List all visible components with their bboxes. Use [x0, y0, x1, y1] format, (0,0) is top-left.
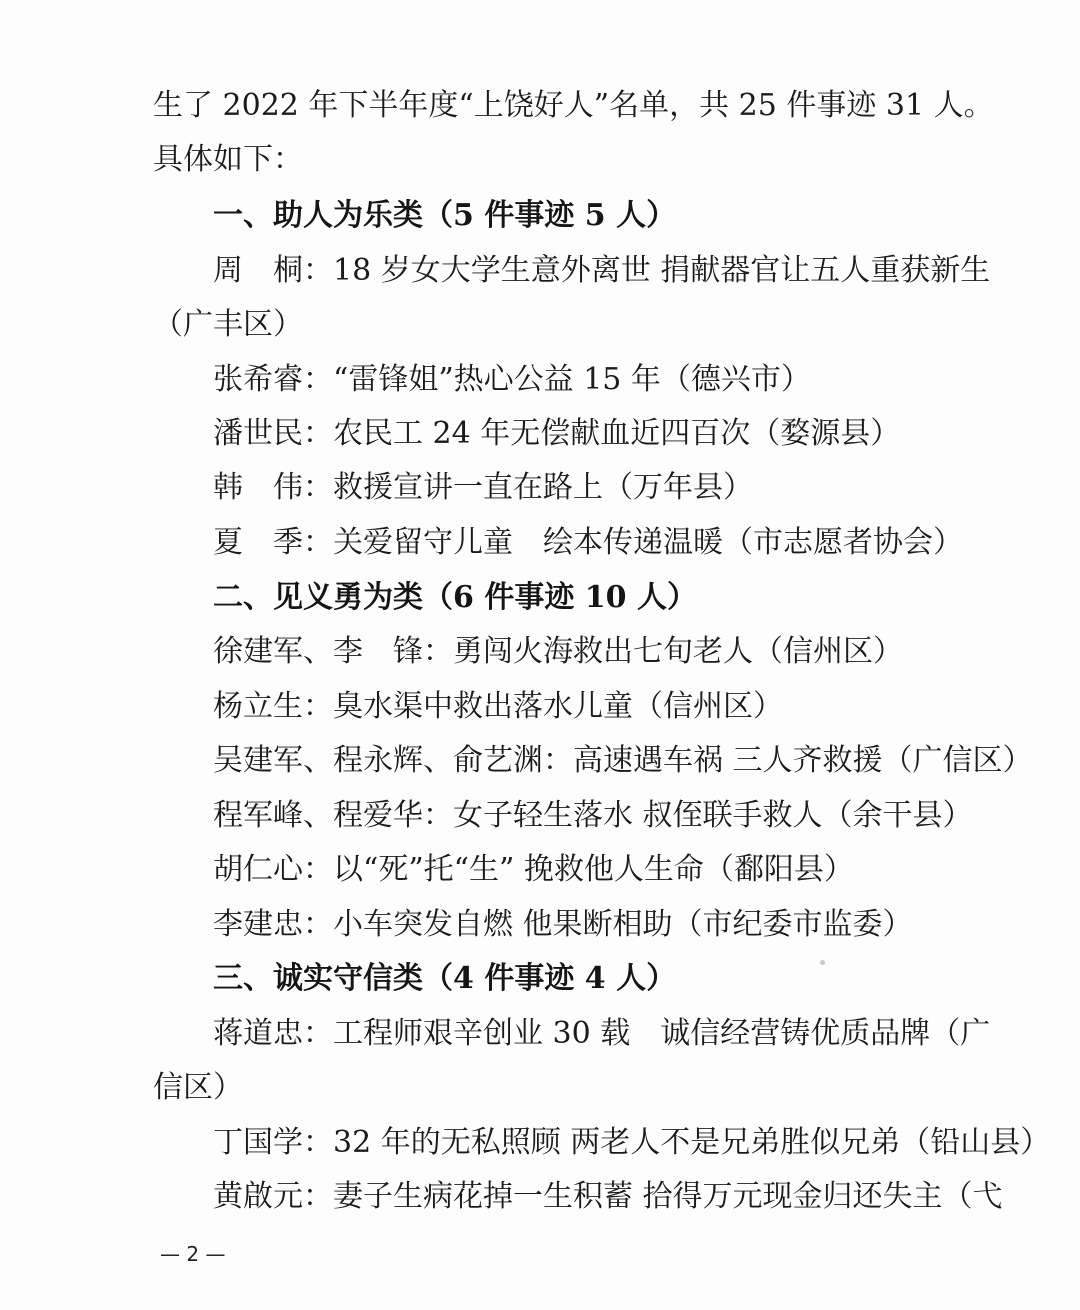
section-heading-bravery: 二、见义勇为类（6 件事迹 10 人）: [213, 580, 697, 615]
list-item-line: 潘世民：农民工 24 年无偿献血近四百次（婺源县）: [213, 416, 901, 451]
list-item-line: 夏 季：关爱留守儿童 绘本传递温暖（市志愿者协会）: [213, 525, 963, 560]
scan-speck: [820, 960, 825, 965]
section-heading-honesty: 三、诚实守信类（4 件事迹 4 人）: [213, 961, 677, 996]
list-item-line: 丁国学：32 年的无私照顾 两老人不是兄弟胜似兄弟（铅山县）: [213, 1125, 1051, 1160]
page-number: — 2 —: [160, 1242, 226, 1266]
list-item-line: 韩 伟：救援宣讲一直在路上（万年县）: [213, 470, 753, 505]
list-item-line: 周 桐：18 岁女大学生意外离世 捐献器官让五人重获新生: [213, 253, 991, 288]
list-item-line: 蒋道忠：工程师艰辛创业 30 载 诚信经营铸优质品牌（广: [213, 1016, 991, 1051]
paragraph-line-1: 生了 2022 年下半年度“上饶好人”名单，共 25 件事迹 31 人。: [153, 88, 994, 123]
list-item-line: 胡仁心：以“死”托“生” 挽救他人生命（鄱阳县）: [213, 852, 854, 887]
list-item-line: 吴建军、程永辉、俞艺渊：高速遇车祸 三人齐救援（广信区）: [213, 743, 1033, 778]
list-item-line: 杨立生：臭水渠中救出落水儿童（信州区）: [213, 689, 783, 724]
list-item-line: 黄啟元：妻子生病花掉一生积蓄 拾得万元现金归还失主（弋: [213, 1179, 1003, 1214]
list-item-line: 徐建军、李 锋：勇闯火海救出七旬老人（信州区）: [213, 634, 903, 669]
paragraph-line-2: 具体如下：: [153, 142, 303, 177]
list-item-line: 张希睿：“雷锋姐”热心公益 15 年（德兴市）: [213, 362, 811, 397]
list-item-line: 李建忠：小车突发自燃 他果断相助（市纪委市监委）: [213, 907, 913, 942]
section-heading-helping-others: 一、助人为乐类（5 件事迹 5 人）: [213, 198, 677, 233]
list-item-continuation: （广丰区）: [153, 307, 303, 342]
list-item-continuation: 信区）: [153, 1070, 243, 1105]
list-item-line: 程军峰、程爱华：女子轻生落水 叔侄联手救人（余干县）: [213, 798, 973, 833]
